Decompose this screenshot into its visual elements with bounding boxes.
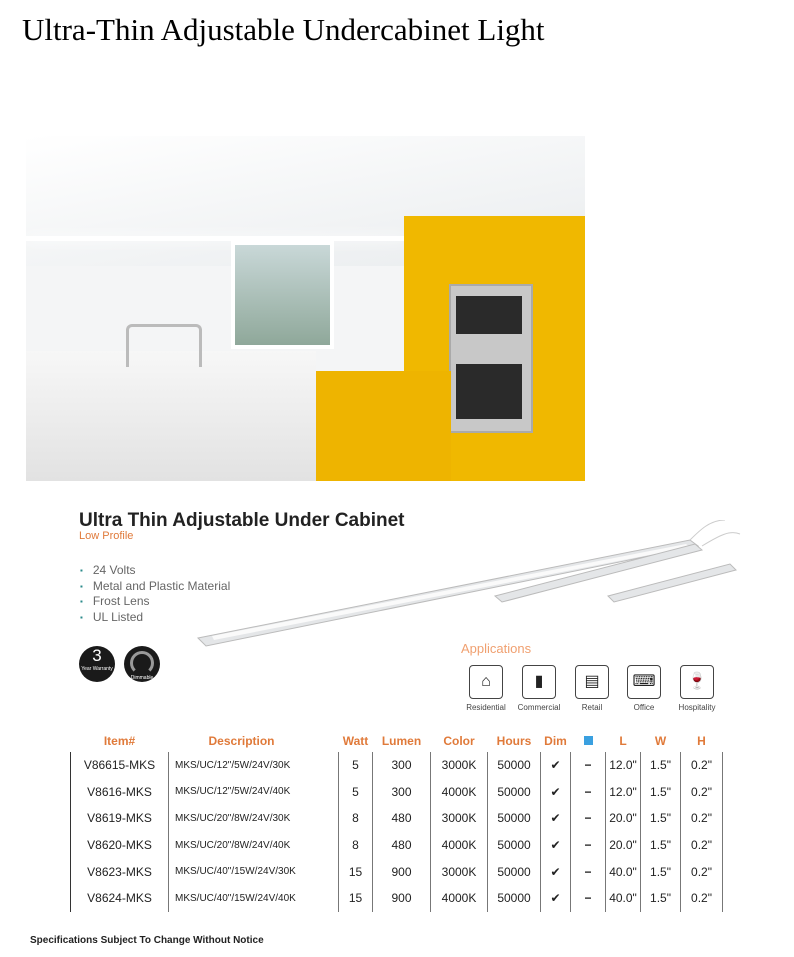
app-commercial	[513, 665, 565, 712]
column-header: Color	[443, 734, 475, 748]
column-header: Lumen	[381, 734, 422, 748]
table-cell: ✔	[541, 805, 571, 832]
table-cell: −	[571, 805, 606, 832]
table-cell: 300	[373, 779, 431, 806]
table-cell: 20.0"	[606, 832, 641, 859]
table-row	[71, 779, 723, 806]
table-cell: ✔	[541, 885, 571, 912]
table-cell: V8616-MKS	[71, 779, 169, 806]
column-header: W	[654, 734, 667, 748]
table-cell: 50000	[488, 832, 541, 859]
table-cell: MKS/UC/40"/15W/24V/40K	[169, 885, 339, 912]
table-cell: 50000	[488, 805, 541, 832]
table-cell: 1.5"	[641, 885, 681, 912]
driver-icon	[571, 730, 606, 752]
table-cell: ✔	[541, 779, 571, 806]
table-cell: 4000K	[431, 885, 488, 912]
column-header: Watt	[342, 734, 369, 748]
table-cell: 0.2"	[681, 832, 723, 859]
table-cell: 900	[373, 858, 431, 885]
table-cell: MKS/UC/12"/5W/24V/30K	[169, 752, 339, 779]
table-cell: 40.0"	[606, 885, 641, 912]
dimmable-badge	[124, 646, 160, 682]
table-cell: −	[571, 779, 606, 806]
table-cell: ✔	[541, 858, 571, 885]
column-header: Hours	[496, 734, 532, 748]
table-cell: 0.2"	[681, 805, 723, 832]
table-cell: ✔	[541, 832, 571, 859]
table-cell: MKS/UC/20"/8W/24V/30K	[169, 805, 339, 832]
table-cell: MKS/UC/12"/5W/24V/40K	[169, 779, 339, 806]
table-cell: 1.5"	[641, 832, 681, 859]
feature-item: ▪ Frost Lens	[80, 594, 230, 610]
table-row	[71, 832, 723, 859]
table-row	[71, 752, 723, 779]
spec-table	[70, 730, 723, 912]
table-cell: 1.5"	[641, 779, 681, 806]
table-cell: 300	[373, 752, 431, 779]
app-hospitality	[671, 665, 723, 712]
table-cell: 480	[373, 832, 431, 859]
column-header: Description	[208, 734, 275, 748]
table-cell: 900	[373, 885, 431, 912]
table-cell: MKS/UC/40"/15W/24V/30K	[169, 858, 339, 885]
table-cell: V8623-MKS	[71, 858, 169, 885]
table-cell: −	[571, 885, 606, 912]
table-cell: 5	[339, 779, 373, 806]
table-cell: 50000	[488, 885, 541, 912]
table-cell: 3000K	[431, 752, 488, 779]
table-cell: 0.2"	[681, 858, 723, 885]
table-cell: 3000K	[431, 858, 488, 885]
table-cell: 12.0"	[606, 752, 641, 779]
table-cell: −	[571, 858, 606, 885]
table-cell: 0.2"	[681, 752, 723, 779]
app-label: Office	[633, 703, 655, 712]
table-cell: 4000K	[431, 832, 488, 859]
app-label: Residential	[466, 703, 506, 712]
table-cell: 5	[339, 752, 373, 779]
warranty-text: Year Warranty	[81, 666, 113, 672]
table-cell: 50000	[488, 779, 541, 806]
wine-glasses-icon: 🍷	[680, 665, 714, 699]
app-residential	[460, 665, 512, 712]
app-retail	[566, 665, 618, 712]
column-header: H	[697, 734, 706, 748]
storefront-icon: ▤	[575, 665, 609, 699]
app-office	[618, 665, 670, 712]
column-header: Dim	[544, 734, 567, 748]
table-cell: 50000	[488, 752, 541, 779]
table-cell: 1.5"	[641, 805, 681, 832]
table-cell: V86615-MKS	[71, 752, 169, 779]
table-cell: 480	[373, 805, 431, 832]
building-icon: ▮	[522, 665, 556, 699]
table-cell: 4000K	[431, 779, 488, 806]
page-title: Ultra-Thin Adjustable Undercabinet Light	[22, 12, 545, 47]
app-label: Hospitality	[678, 703, 716, 712]
product-subtitle: Low Profile	[79, 530, 134, 542]
table-cell: 8	[339, 805, 373, 832]
table-header	[71, 730, 723, 752]
table-cell: V8619-MKS	[71, 805, 169, 832]
table-cell: −	[571, 752, 606, 779]
dimmer-icon	[130, 651, 154, 675]
table-cell: −	[571, 832, 606, 859]
table-cell: 0.2"	[681, 885, 723, 912]
applications-label: Applications	[461, 641, 532, 656]
table-cell: 0.2"	[681, 779, 723, 806]
kitchen-photo	[26, 136, 585, 481]
app-label: Commercial	[517, 703, 561, 712]
table-row	[71, 858, 723, 885]
warranty-badge	[79, 646, 115, 682]
table-cell: 40.0"	[606, 858, 641, 885]
table-cell: 20.0"	[606, 805, 641, 832]
table-row	[71, 805, 723, 832]
product-image	[190, 520, 750, 660]
table-cell: 8	[339, 832, 373, 859]
column-header: L	[619, 734, 627, 748]
column-header: Item#	[103, 734, 136, 748]
product-name: Ultra Thin Adjustable Under Cabinet	[79, 510, 405, 531]
table-cell: 15	[339, 858, 373, 885]
feature-item: ▪ Metal and Plastic Material	[80, 579, 230, 595]
feature-item: ▪ 24 Volts	[80, 563, 230, 579]
table-cell: 50000	[488, 858, 541, 885]
table-row	[71, 885, 723, 912]
table-cell: 3000K	[431, 805, 488, 832]
desk-icon: ⌨	[627, 665, 661, 699]
table-cell: V8624-MKS	[71, 885, 169, 912]
table-cell: 12.0"	[606, 779, 641, 806]
app-label: Retail	[581, 703, 603, 712]
table-cell: MKS/UC/20"/8W/24V/40K	[169, 832, 339, 859]
dimmable-text: Dimmable	[130, 675, 154, 681]
table-cell: 1.5"	[641, 752, 681, 779]
feature-item: ▪ UL Listed	[80, 610, 230, 626]
house-icon: ⌂	[469, 665, 503, 699]
table-cell: V8620-MKS	[71, 832, 169, 859]
table-cell: 1.5"	[641, 858, 681, 885]
warranty-number: 3	[92, 646, 102, 665]
table-cell: 15	[339, 885, 373, 912]
disclaimer: Specifications Subject To Change Without Notice	[30, 935, 264, 946]
table-cell: ✔	[541, 752, 571, 779]
